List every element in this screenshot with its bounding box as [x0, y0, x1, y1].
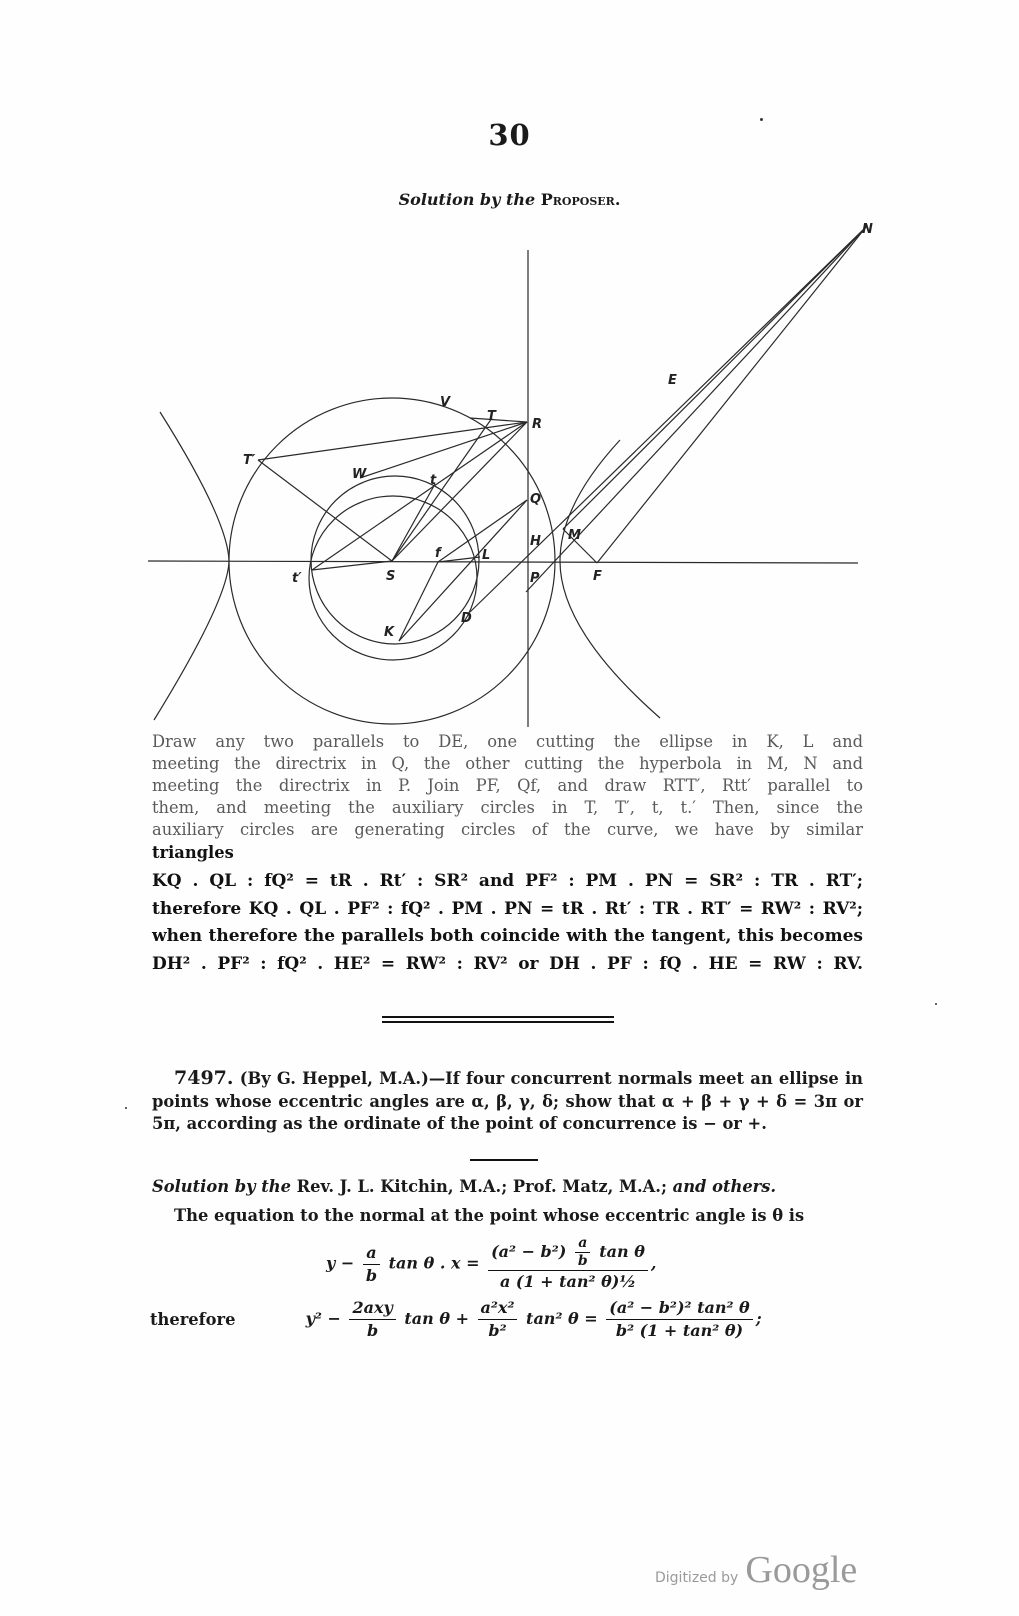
- fraction-denominator: a (1 + tan² θ)½: [499, 1272, 637, 1291]
- problem-7497: [152, 1067, 863, 1136]
- label-L: L: [482, 548, 491, 563]
- label-V: V: [440, 395, 451, 410]
- label-t-prime: t′: [292, 571, 302, 586]
- line-V-R: [470, 418, 527, 422]
- eq1-trailing: ,: [650, 1253, 657, 1273]
- label-N: N: [862, 222, 873, 237]
- label-S: S: [386, 569, 396, 584]
- line-K-f: [399, 562, 438, 641]
- squared-equation: [150, 1298, 870, 1341]
- equation-line: KQ . QL : fQ² = tR . Rt′ : SR² and PF² : PM . PN = SR² : TR . RT′;: [152, 871, 863, 891]
- hyperbola-left-branch: [154, 412, 229, 720]
- line-N-F: [597, 227, 866, 563]
- eq1-rhs-num-prefix: (a² − b²): [491, 1242, 567, 1261]
- fraction-denominator: b² (1 + tan² θ): [615, 1321, 744, 1340]
- label-t: t: [430, 473, 437, 488]
- eq1-lhs-prefix: y −: [326, 1253, 355, 1273]
- digitized-by-google-watermark: [655, 1548, 857, 1592]
- line-S-R: [392, 422, 527, 561]
- eq2-fraction-2: [478, 1298, 518, 1341]
- fraction-numerator: [488, 1236, 648, 1271]
- line-tprime-R: [312, 422, 527, 570]
- page-number: 30: [488, 118, 531, 152]
- fraction-denominator: b: [367, 1321, 379, 1340]
- problem-statement: —If four concurrent normals meet an ellipse in points whose eccentric angles are α, β, γ, δ; show that α + β + γ + δ = 3π or 5π, according as the ordinate of the point of concurrence is − or +.: [152, 1069, 863, 1133]
- eq2-trailing: ;: [755, 1309, 762, 1328]
- line-S-t: [392, 484, 435, 561]
- equation-line: therefore KQ . QL . PF² : fQ² . PM . PN = tR . Rt′ : TR . RT′ = RW² : RV²;: [152, 898, 863, 919]
- label-T-prime: T′: [243, 453, 256, 468]
- eq2-term3: tan² θ =: [526, 1309, 598, 1328]
- major-axis-line: [148, 561, 858, 563]
- solution-heading-author: Proposer.: [540, 190, 621, 209]
- text-line: Draw any two parallels to DE, one cutting the ellipse in K, L and: [152, 732, 863, 751]
- print-speck: [935, 1003, 937, 1005]
- solvers-suffix: and others.: [672, 1177, 777, 1196]
- eq1-inner-fraction: [575, 1236, 591, 1269]
- label-P: P: [530, 571, 540, 586]
- fraction-denominator: b: [365, 1265, 378, 1285]
- therefore-label: therefore: [150, 1310, 236, 1329]
- eq2-fraction-1: [349, 1298, 395, 1341]
- line-W-R: [360, 422, 527, 478]
- line-N-M: [563, 227, 866, 529]
- text-line: meeting the directrix in Q, the other cutting the hyperbola in M, N and: [152, 754, 863, 773]
- normal-equation: [326, 1236, 657, 1292]
- solvers-names: Rev. J. L. Kitchin, M.A.; Prof. Matz, M.A.;: [296, 1177, 667, 1196]
- label-W: W: [352, 467, 367, 482]
- watermark-prefix: Digitized by: [655, 1570, 739, 1586]
- print-speck: [125, 1107, 127, 1109]
- solution-paragraph: [152, 731, 863, 841]
- label-T: T: [487, 409, 496, 424]
- eq2-term1: y² −: [305, 1309, 341, 1328]
- solvers-prefix: Solution by the: [152, 1177, 291, 1196]
- fraction-numerator: a²x²: [478, 1298, 518, 1320]
- fraction-denominator: b²: [488, 1321, 507, 1340]
- label-R: R: [532, 417, 543, 432]
- fraction-numerator: a: [363, 1243, 379, 1265]
- problem-number: 7497.: [174, 1067, 234, 1089]
- label-F: F: [593, 569, 602, 584]
- text-line: auxiliary circles are generating circles of the curve, we have by similar: [152, 820, 863, 839]
- text-line: meeting the directrix in P. Join PF, Qf, and draw RTT′, Rtt′ parallel to: [152, 776, 863, 795]
- label-D: D: [461, 611, 472, 626]
- text-line: them, and meeting the auxiliary circles in T, T′, t, t.′ Then, since the: [152, 798, 863, 817]
- eq1-lhs-suffix: tan θ . x =: [388, 1253, 480, 1273]
- label-H: H: [530, 534, 541, 549]
- google-logo: Google: [745, 1549, 858, 1591]
- proportion-equations: [152, 868, 863, 978]
- label-f: f: [435, 546, 441, 561]
- fraction-numerator: (a² − b²)² tan² θ: [606, 1298, 752, 1320]
- label-M: M: [568, 528, 581, 543]
- equation-line: DH² . PF² : fQ² . HE² = RW² : RV² or DH . PF : fQ . HE = RW : RV.: [152, 953, 863, 974]
- fraction-numerator: a: [575, 1236, 590, 1253]
- label-E: E: [668, 373, 677, 388]
- solution-heading-prefix: Solution by the: [398, 190, 536, 209]
- geometry-diagram: [0, 0, 1019, 740]
- line-Tprime-S: [258, 460, 392, 561]
- label-Q: Q: [530, 492, 542, 507]
- eq1-lhs-fraction: [363, 1243, 380, 1286]
- problem-author: (By G. Heppel, M.A.): [239, 1069, 429, 1088]
- text-triangles: triangles: [152, 843, 234, 862]
- eq2-term2: tan θ +: [404, 1309, 469, 1328]
- eq1-rhs-fraction: [488, 1236, 648, 1292]
- section-separator: [382, 1016, 614, 1023]
- eq2-rhs-fraction: [606, 1298, 752, 1341]
- label-K: K: [384, 625, 395, 640]
- solvers-line: [152, 1177, 863, 1196]
- equation-intro: The equation to the normal at the point whose eccentric angle is θ is: [174, 1206, 805, 1225]
- equation-line: when therefore the parallels both coincide with the tangent, this becomes: [152, 926, 863, 946]
- fraction-denominator: b: [577, 1253, 588, 1269]
- short-rule: [470, 1159, 538, 1161]
- tangent-E-D: [470, 227, 866, 612]
- eq1-rhs-num-suffix: tan θ: [599, 1242, 645, 1261]
- fraction-numerator: 2axy: [349, 1298, 395, 1320]
